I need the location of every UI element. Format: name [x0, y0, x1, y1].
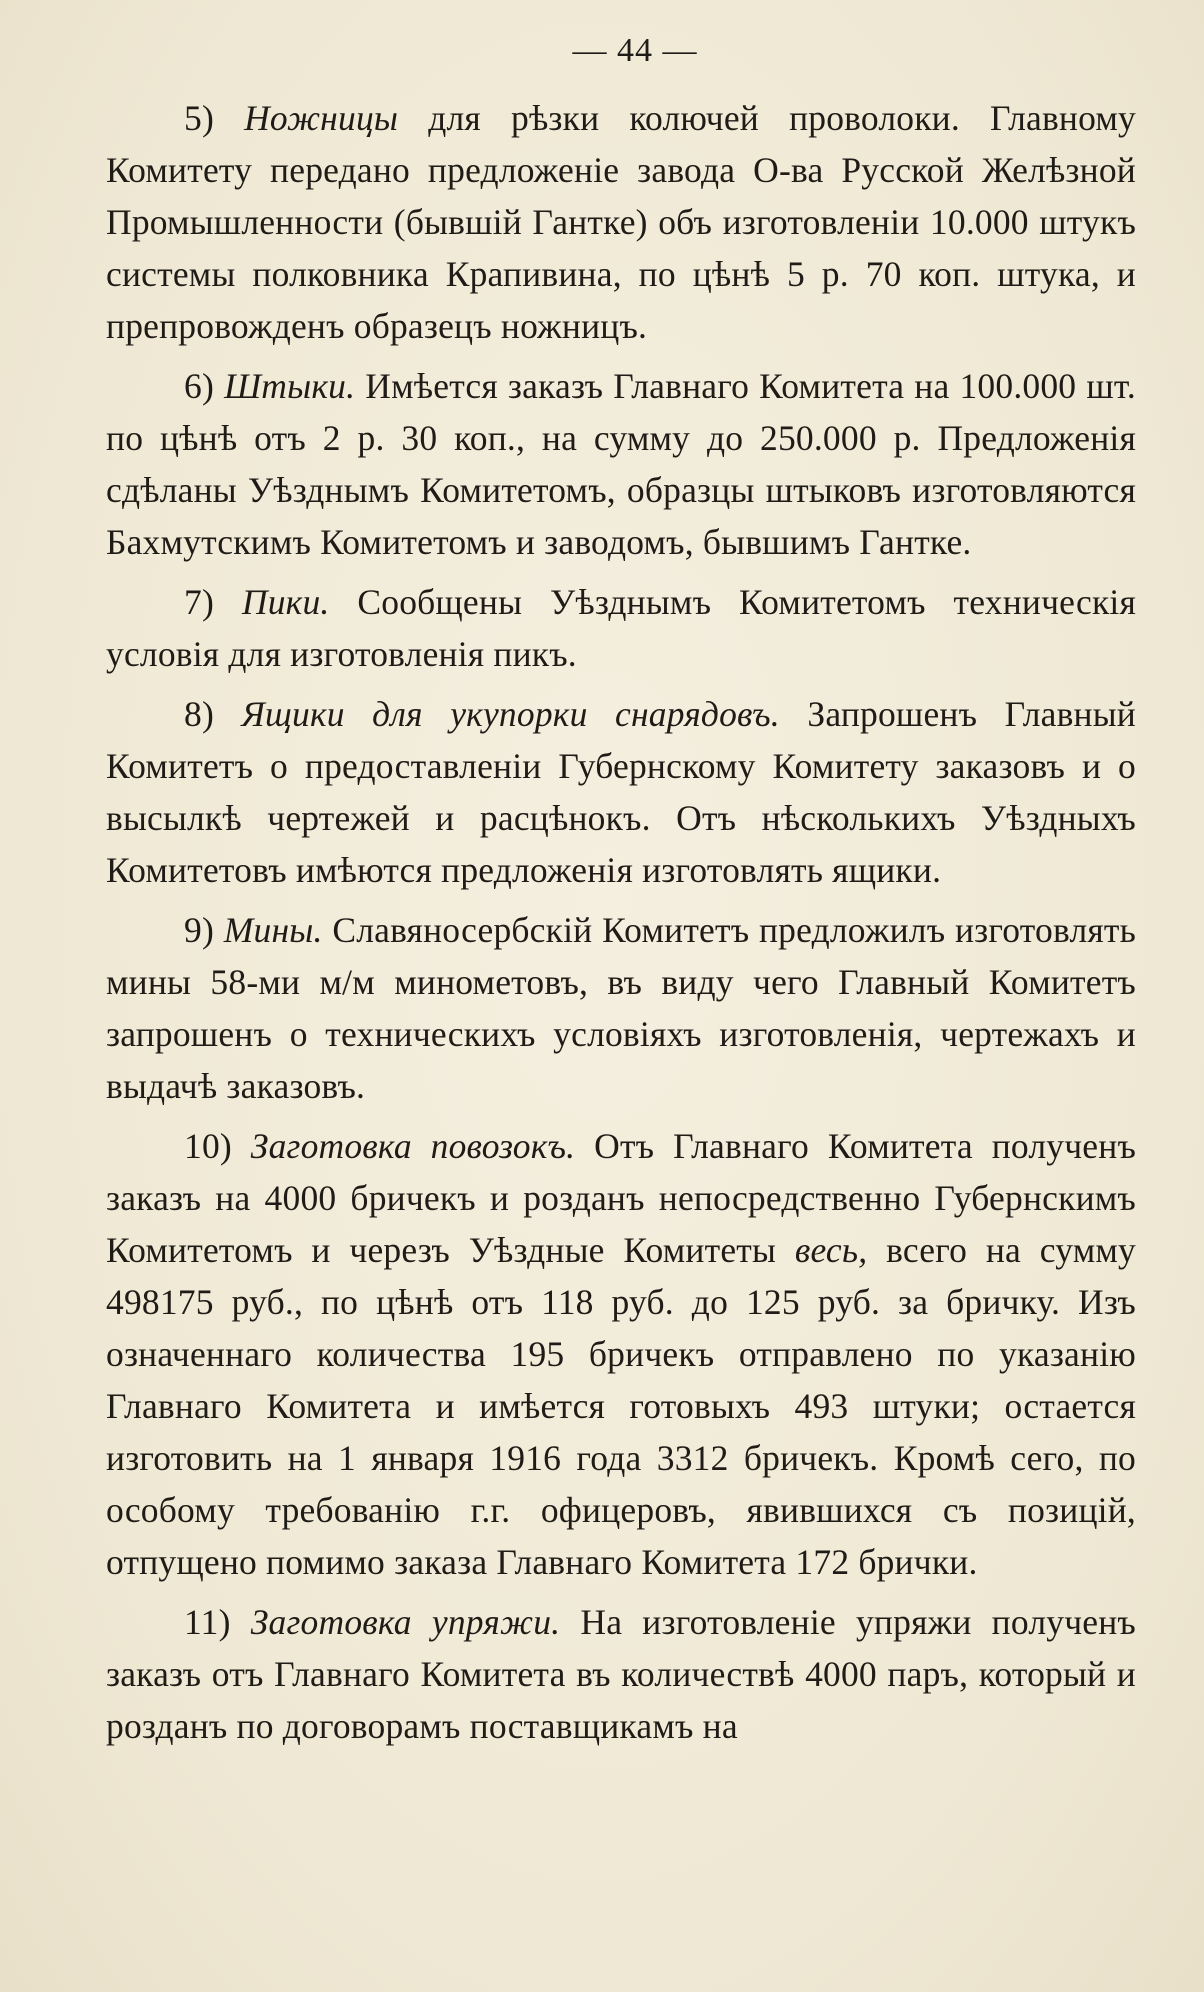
item-text: для рѣзки колючей проволоки. Главному Комитету передано предложеніе завода О-ва Русской Желѣзной Промышленности (бывшій Гантке) объ изготовленіи 10.000 штукъ системы полковника Крапивина, по цѣнѣ 5 р. 70 коп. штука, и препровожденъ образецъ ножницъ. [106, 98, 1136, 346]
item-heading: Ножницы [244, 98, 399, 138]
item-heading: Заготовка повозокъ. [250, 1126, 576, 1166]
item-number: 10) [184, 1126, 232, 1166]
item-text: Отъ Главнаго Комитета полученъ заказъ на 4000 бричекъ и розданъ непосредственно Губернскимъ Комитетомъ и черезъ Уѣздные Комитеты [106, 1126, 1137, 1270]
paragraph-carts [106, 1120, 1136, 1588]
item-heading: Пики. [241, 582, 330, 622]
item-heading: Мины. [223, 910, 323, 950]
page-number: — 44 — [572, 32, 698, 69]
item-heading: Штыки. [224, 366, 356, 406]
item-number: 9) [184, 910, 214, 950]
paragraph-pikes [106, 576, 1136, 680]
paragraph-shell-boxes [106, 688, 1136, 896]
item-text: На изготовленіе упряжи полученъ заказъ отъ Главнаго Комитета въ количествѣ 4000 паръ, который и розданъ по договорамъ поставщикамъ на [106, 1602, 1136, 1746]
paragraph-bayonets [106, 360, 1136, 568]
item-text: Имѣется заказъ Главнаго Комитета на 100.000 шт. по цѣнѣ отъ 2 р. 30 коп., на сумму до 250.000 р. Предложенія сдѣланы Уѣзднымъ Комитетомъ, образцы штыковъ изготовляются Бахмутскимъ Комитетомъ и заводомъ, бывшимъ Гантке. [106, 366, 1136, 562]
item-text: Славяносербскій Комитетъ предложилъ изготовлять мины 58-ми м/м минометовъ, въ виду чего Главный Комитетъ запрошенъ о техническихъ условіяхъ изготовленія, чертежахъ и выдачѣ заказовъ. [106, 910, 1136, 1106]
paragraph-scissors [106, 92, 1136, 352]
paragraph-harness [106, 1596, 1136, 1752]
item-number: 8) [184, 694, 214, 734]
item-number: 6) [184, 366, 214, 406]
item-italic-word: весь, [794, 1230, 868, 1270]
item-text: Сообщены Уѣзднымъ Комитетомъ техническія условія для изготовленія пикъ. [106, 582, 1136, 674]
paragraph-mines [106, 904, 1136, 1112]
item-number: 5) [184, 98, 214, 138]
item-heading: Ящики для укупорки снарядовъ. [241, 694, 780, 734]
item-text-continued: всего на сумму 498175 руб., по цѣнѣ отъ 118 руб. до 125 руб. за бричку. Изъ означеннаго количества 195 бричекъ отправлено по указанію Главнаго Комитета и имѣется готовыхъ 493 штуки; остается изготовить на 1 января 1916 года 3312 бричекъ. Кромѣ сего, по особому требованію г.г. офицеровъ, явившихся съ позицій, отпущено помимо заказа Главнаго Комитета 172 брички. [106, 1230, 1136, 1582]
item-number: 7) [184, 582, 214, 622]
item-heading: Заготовка упряжи. [250, 1602, 561, 1642]
item-number: 11) [184, 1602, 231, 1642]
item-text: Запрошенъ Главный Комитетъ о предоставленіи Губернскому Комитету заказовъ и о высылкѣ чертежей и расцѣнокъ. Отъ нѣсколькихъ Уѣздныхъ Комитетовъ имѣются предложенія изготовлять ящики. [106, 694, 1136, 890]
